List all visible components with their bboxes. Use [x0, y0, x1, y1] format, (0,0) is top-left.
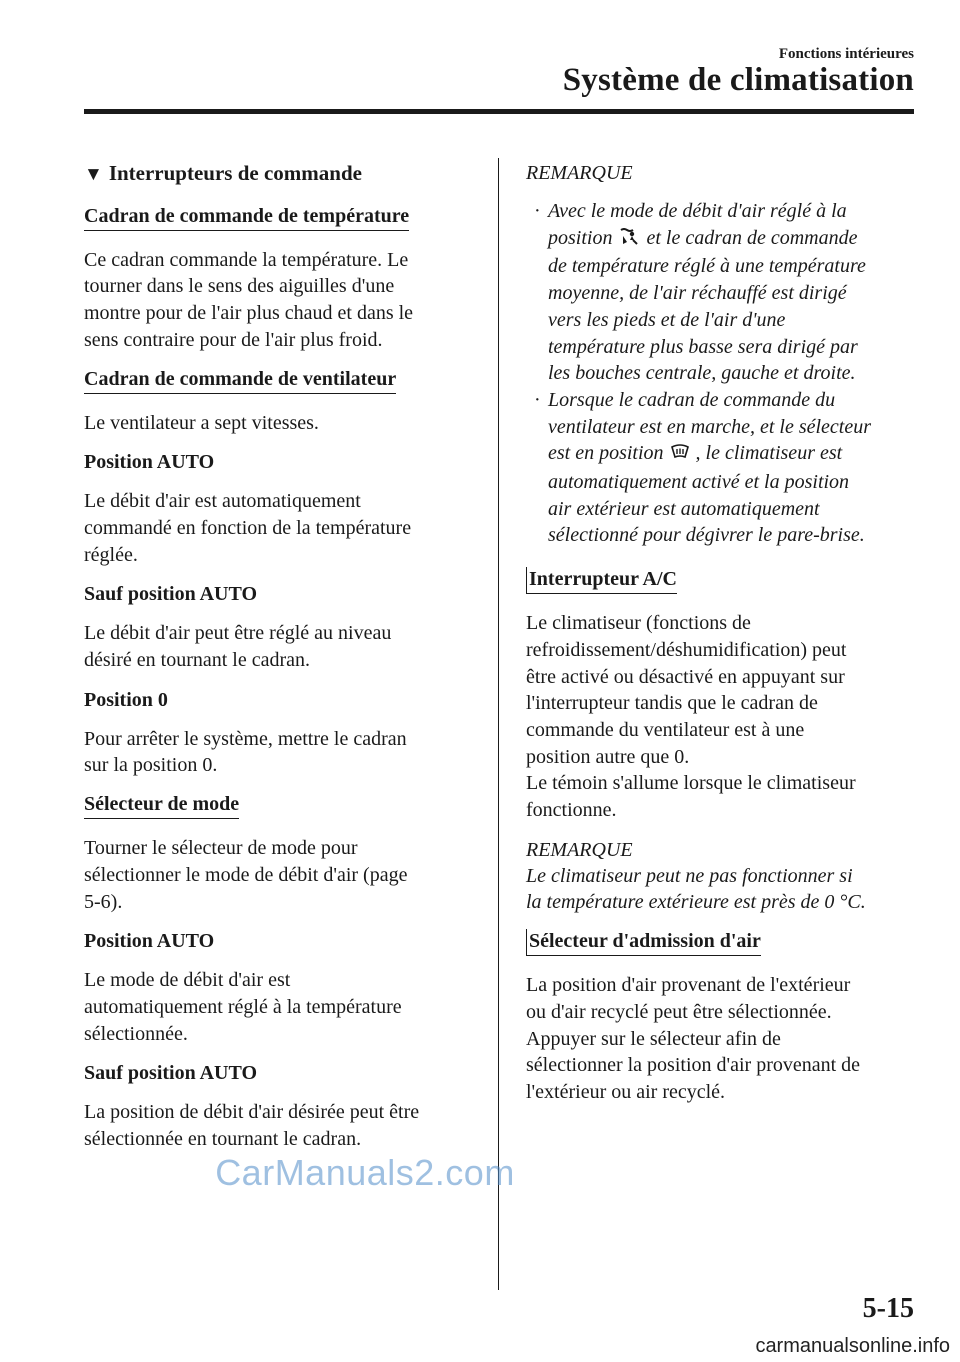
section-label: Fonctions intérieures	[778, 46, 914, 62]
air-intake-heading: Sélecteur d'admission d'air	[526, 929, 761, 956]
air-intake-text: La position d'air provenant de l'extérieur ou d'air recyclé peut être sélectionnée. Appuyer sur le sélecteur afin de sélectionner la position d'air provenant de l'extérieur ou air recyclé.	[526, 974, 861, 1103]
fan-zero-heading: Position 0	[84, 688, 168, 711]
windshield-defrost-icon	[671, 442, 689, 469]
triangle-down-icon: ▼	[84, 164, 103, 185]
mode-auto-heading: Position AUTO	[84, 930, 215, 953]
main-heading: ▼ Interrupteurs de commande	[84, 161, 362, 185]
mode-auto-text: Le mode de débit d'air est automatiquement réglé à la température sélectionnée.	[84, 969, 402, 1045]
header-rule	[84, 109, 914, 114]
fan-zero-text: Pour arrêter le système, mettre le cadran sur la position 0.	[84, 727, 407, 777]
foot-defrost-mode-icon	[619, 227, 639, 254]
watermark: CarManuals2.com	[215, 1152, 515, 1193]
page-title: Système de climatisation	[562, 62, 914, 98]
bullet-dot: ·	[534, 388, 541, 411]
right-column	[526, 160, 916, 1119]
note-label-1: REMARQUE	[526, 162, 633, 184]
bullet-dot: ·	[534, 200, 541, 222]
mode-except-text: La position de débit d'air désirée peut être sélectionnée en tournant le cadran.	[84, 1101, 420, 1151]
mode-except-heading: Sauf position AUTO	[84, 1062, 258, 1085]
note-item-1: · Avec le mode de débit d'air réglé à la position et le cadran de commande de température réglé à une température moyenne, de l'air réchauffé est dirigé vers les pieds et de l'air d'une température plus basse sera dirigé par les bouches centrale, gauche et droite.	[534, 200, 866, 385]
mode-heading: Sélecteur de mode	[84, 792, 239, 819]
page-number: 5-15	[862, 1293, 914, 1324]
note-2-text: Le climatiseur peut ne pas fonctionner si la température extérieure est près de 0 °C.	[526, 864, 866, 914]
fan-auto-heading: Position AUTO	[84, 451, 215, 474]
fan-dial-heading: Cadran de commande de ventilateur	[84, 367, 396, 394]
fan-dial-intro: Le ventilateur a sept vitesses.	[84, 411, 319, 434]
ac-switch-text: Le climatiseur (fonctions de refroidissement/déshumidification) peut être activé ou désactivé en appuyant sur l'interrupteur tandis que le cadran de commande du ventilateur est à une position autre que 0. Le témoin s'allume lorsque le climatiseur fonctionne.	[526, 612, 856, 822]
fan-auto-text: Le débit d'air est automatiquement commandé en fonction de la température réglée.	[84, 490, 412, 566]
column-divider	[498, 158, 499, 1290]
note-item-2: · Lorsque le cadran de commande du ventilateur est en marche, et le sélecteur est en position , le climatiseur est automatiquement activé et la position air extérieur est automatiquement sélectionné pour dégivrer le pare-brise.	[534, 388, 872, 547]
fan-except-text: Le débit d'air peut être réglé au niveau désiré en tournant le cadran.	[84, 622, 392, 672]
temp-dial-heading: Cadran de commande de température	[84, 204, 409, 231]
temp-dial-text: Ce cadran commande la température. Le tourner dans le sens des aiguilles d'une montre pour de l'air plus chaud et dans le sens contraire pour de l'air plus froid.	[84, 248, 414, 351]
ac-switch-heading: Interrupteur A/C	[526, 567, 677, 594]
footer-site: carmanualsonline.info	[755, 1335, 950, 1357]
fan-except-heading: Sauf position AUTO	[84, 583, 258, 606]
note-label-2: REMARQUE	[526, 838, 633, 861]
left-column	[84, 160, 480, 1166]
mode-intro: Tourner le sélecteur de mode pour sélectionner le mode de débit d'air (page 5-6).	[84, 837, 408, 913]
